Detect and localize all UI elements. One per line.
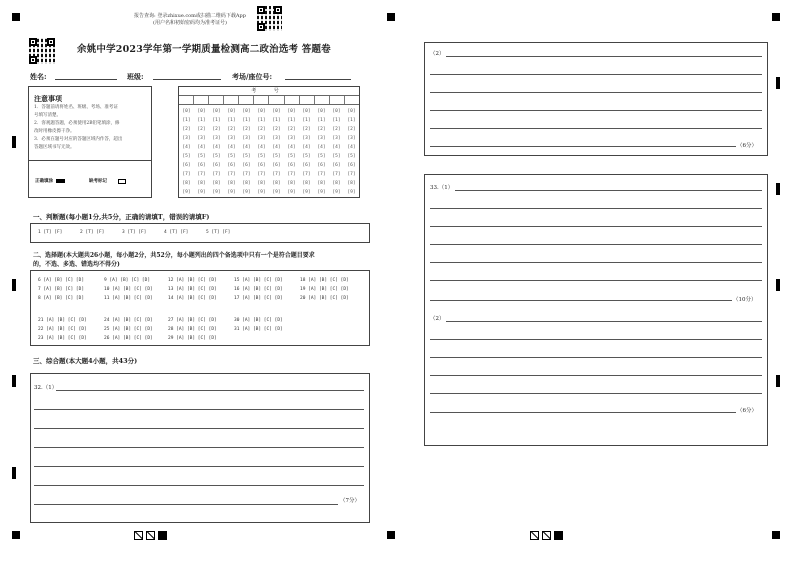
choice-item[interactable]: 23 [A] [B] [C] [D] <box>38 336 87 341</box>
choice-item[interactable]: 10 [A] [B] [C] [D] <box>104 287 153 292</box>
digit-bubble[interactable]: [8] <box>347 181 356 186</box>
choice-item[interactable]: 7 [A] [B] [C] [D] <box>38 287 85 292</box>
digit-bubble[interactable]: [7] <box>182 172 191 177</box>
name-field[interactable] <box>55 79 117 80</box>
digit-bubble[interactable]: [4] <box>257 145 266 150</box>
digit-bubble[interactable]: [2] <box>242 127 251 132</box>
notice-box <box>28 86 152 198</box>
digit-bubble[interactable]: [2] <box>227 127 236 132</box>
exam-number-column <box>314 107 329 197</box>
choice-item[interactable]: 9 [A] [B] [C] [D] <box>104 278 151 283</box>
exam-number-digit-box[interactable] <box>239 96 254 104</box>
digit-bubble[interactable]: [8] <box>317 181 326 186</box>
digit-bubble[interactable]: [7] <box>272 172 281 177</box>
digit-bubble[interactable]: [5] <box>317 154 326 159</box>
absent-mark-checkbox[interactable] <box>118 179 126 184</box>
answer-line[interactable] <box>34 447 364 448</box>
digit-bubble[interactable]: [0] <box>197 109 206 114</box>
digit-bubble[interactable]: [1] <box>332 118 341 123</box>
digit-bubble[interactable]: [7] <box>332 172 341 177</box>
digit-bubble[interactable]: [8] <box>302 181 311 186</box>
digit-bubble[interactable]: [1] <box>242 118 251 123</box>
digit-bubble[interactable]: [7] <box>227 172 236 177</box>
choice-item[interactable]: 25 [A] [B] [C] [D] <box>104 327 153 332</box>
digit-bubble[interactable]: [9] <box>227 190 236 195</box>
exam-number-digit-box[interactable] <box>194 96 209 104</box>
digit-bubble[interactable]: [4] <box>227 145 236 150</box>
choice-item[interactable]: 6 [A] [B] [C] [D] <box>38 278 85 283</box>
digit-bubble[interactable]: [7] <box>212 172 221 177</box>
digit-bubble[interactable]: [6] <box>347 163 356 168</box>
registration-mark-bottom-mid <box>387 531 395 539</box>
digit-bubble[interactable]: [9] <box>182 190 191 195</box>
digit-bubble[interactable]: [0] <box>287 109 296 114</box>
digit-bubble[interactable]: [5] <box>272 154 281 159</box>
choice-item[interactable]: 21 [A] [B] [C] [D] <box>38 318 87 323</box>
digit-bubble[interactable]: [8] <box>287 181 296 186</box>
q32-2-label: （2） <box>430 51 445 57</box>
digit-bubble[interactable]: [2] <box>287 127 296 132</box>
digit-bubble[interactable]: [9] <box>287 190 296 195</box>
filled-square-icon <box>554 531 563 540</box>
q32-answer-box <box>30 373 370 523</box>
digit-bubble[interactable]: [0] <box>212 109 221 114</box>
choice-item[interactable]: 13 [A] [B] [C] [D] <box>168 287 217 292</box>
exam-number-entry-row[interactable] <box>179 96 359 105</box>
answer-line[interactable] <box>430 92 762 93</box>
digit-bubble[interactable]: [3] <box>257 136 266 141</box>
digit-bubble[interactable]: [2] <box>347 127 356 132</box>
notice-line: 3．必须在题号对应的答题区域内作答，超出 <box>34 137 123 142</box>
digit-bubble[interactable]: [6] <box>212 163 221 168</box>
qr-code-icon <box>257 6 282 31</box>
digit-bubble[interactable]: [2] <box>317 127 326 132</box>
registration-mark-top-right <box>772 13 780 21</box>
slash-box-icon <box>146 531 155 540</box>
answer-line[interactable] <box>430 110 762 111</box>
timing-mark <box>12 467 16 479</box>
digit-bubble[interactable]: [0] <box>257 109 266 114</box>
exam-number-column <box>344 107 359 197</box>
answer-line[interactable] <box>430 226 762 227</box>
digit-bubble[interactable]: [8] <box>272 181 281 186</box>
exam-number-header: 考 号 <box>179 87 359 96</box>
answer-line[interactable] <box>34 504 338 505</box>
digit-bubble[interactable]: [7] <box>287 172 296 177</box>
judge-item-1[interactable]: 1 [T] [F] <box>38 230 63 235</box>
digit-bubble[interactable]: [0] <box>227 109 236 114</box>
digit-bubble[interactable]: [9] <box>257 190 266 195</box>
answer-line[interactable] <box>430 146 736 147</box>
digit-bubble[interactable]: [1] <box>227 118 236 123</box>
answer-line[interactable] <box>430 74 762 75</box>
digit-bubble[interactable]: [1] <box>287 118 296 123</box>
digit-bubble[interactable]: [4] <box>197 145 206 150</box>
digit-bubble[interactable]: [8] <box>197 181 206 186</box>
timing-mark <box>776 183 780 195</box>
timing-mark <box>12 279 16 291</box>
answer-line[interactable] <box>430 262 762 263</box>
exam-number-digit-box[interactable] <box>224 96 239 104</box>
exam-number-column <box>179 107 194 197</box>
q33-2-label: （2） <box>430 316 445 322</box>
class-field[interactable] <box>153 79 221 80</box>
q33-1-label: 33.（1） <box>430 185 454 191</box>
notice-title: 注意事项 <box>34 94 62 103</box>
digit-bubble[interactable]: [4] <box>332 145 341 150</box>
q32-2-answer-box <box>424 42 768 156</box>
notice-line: 答题区域书写无效。 <box>34 145 75 150</box>
answer-line[interactable] <box>430 128 762 129</box>
digit-bubble[interactable]: [4] <box>182 145 191 150</box>
digit-bubble[interactable]: [3] <box>302 136 311 141</box>
legend-absent-label: 缺考标记 <box>89 179 107 184</box>
digit-bubble[interactable]: [1] <box>302 118 311 123</box>
exam-number-grid <box>178 86 360 198</box>
choice-item[interactable]: 18 [A] [B] [C] [D] <box>300 278 349 283</box>
digit-bubble[interactable]: [4] <box>302 145 311 150</box>
digit-bubble[interactable]: [1] <box>182 118 191 123</box>
digit-bubble[interactable]: [3] <box>197 136 206 141</box>
exam-number-column <box>194 107 209 197</box>
exam-number-column <box>239 107 254 197</box>
answer-line[interactable] <box>430 393 762 394</box>
q33-answer-box <box>424 174 768 446</box>
section1-heading: 一、判断题(每小题1分,共5分，正确的请填T，错误的请填F) <box>33 213 210 221</box>
digit-bubble[interactable]: [9] <box>302 190 311 195</box>
answer-line[interactable] <box>430 280 762 281</box>
notice-line: 改时用橡皮擦干净。 <box>34 129 75 134</box>
digit-bubble[interactable]: [5] <box>287 154 296 159</box>
seat-label: 考场/座位号: <box>232 72 273 81</box>
answer-line[interactable] <box>56 390 364 391</box>
digit-bubble[interactable]: [9] <box>197 190 206 195</box>
class-label: 班级: <box>127 72 144 81</box>
choice-item[interactable]: 30 [A] [B] [C] [D] <box>234 318 283 323</box>
answer-line[interactable] <box>446 56 762 57</box>
digit-bubble[interactable]: [6] <box>257 163 266 168</box>
digit-bubble[interactable]: [0] <box>272 109 281 114</box>
digit-bubble[interactable]: [5] <box>347 154 356 159</box>
digit-bubble[interactable]: [8] <box>182 181 191 186</box>
exam-number-digit-box[interactable] <box>300 96 315 104</box>
timing-mark <box>12 136 16 148</box>
digit-bubble[interactable]: [6] <box>272 163 281 168</box>
timing-mark <box>776 77 780 89</box>
digit-bubble[interactable]: [8] <box>242 181 251 186</box>
digit-bubble[interactable]: [4] <box>272 145 281 150</box>
digit-bubble[interactable]: [0] <box>242 109 251 114</box>
digit-bubble[interactable]: [2] <box>302 127 311 132</box>
digit-bubble[interactable]: [3] <box>332 136 341 141</box>
choice-item[interactable]: 14 [A] [B] [C] [D] <box>168 296 217 301</box>
answer-line[interactable] <box>430 375 762 376</box>
exam-number-column <box>224 107 239 197</box>
digit-bubble[interactable]: [4] <box>242 145 251 150</box>
digit-bubble[interactable]: [8] <box>332 181 341 186</box>
digit-bubble[interactable]: [4] <box>347 145 356 150</box>
section2-heading-line2: 的，不选、多选、错选均不得分) <box>33 261 120 268</box>
answer-line[interactable] <box>34 428 364 429</box>
notice-line: 2．客观题答题，必须使用2B铅笔填涂，修 <box>34 121 120 126</box>
choice-item[interactable]: 27 [A] [B] [C] [D] <box>168 318 217 323</box>
q33-2-score: （6分） <box>737 408 757 414</box>
exam-number-column <box>269 107 284 197</box>
answer-line[interactable] <box>430 357 762 358</box>
slash-box-icon <box>134 531 143 540</box>
answer-line[interactable] <box>430 208 762 209</box>
answer-line[interactable] <box>34 485 364 486</box>
report-query-line1: 报告查询: 登录zhixue.com或扫描二维码下载App <box>134 13 246 19</box>
q33-1-score: （10分） <box>733 297 757 303</box>
exam-number-column <box>284 107 299 197</box>
page-marker-right <box>530 531 563 540</box>
seat-field[interactable] <box>285 79 351 80</box>
registration-mark-bottom-left <box>12 531 20 539</box>
notice-line: 号填写清楚。 <box>34 113 61 118</box>
digit-bubble[interactable]: [7] <box>302 172 311 177</box>
legend-filled <box>35 178 65 184</box>
digit-bubble[interactable]: [5] <box>257 154 266 159</box>
digit-bubble[interactable]: [1] <box>317 118 326 123</box>
digit-bubble[interactable]: [0] <box>317 109 326 114</box>
qr-code-icon <box>29 38 55 64</box>
digit-bubble[interactable]: [6] <box>242 163 251 168</box>
slash-box-icon <box>542 531 551 540</box>
slash-box-icon <box>530 531 539 540</box>
answer-line[interactable] <box>34 466 364 467</box>
digit-bubble[interactable]: [7] <box>317 172 326 177</box>
digit-bubble[interactable]: [1] <box>197 118 206 123</box>
digit-bubble[interactable]: [6] <box>287 163 296 168</box>
choice-item[interactable]: 24 [A] [B] [C] [D] <box>104 318 153 323</box>
q32-1-label: 32.（1） <box>34 385 58 391</box>
answer-line[interactable] <box>430 412 736 413</box>
answer-line[interactable] <box>430 300 732 301</box>
digit-bubble[interactable]: [9] <box>242 190 251 195</box>
digit-bubble[interactable]: [5] <box>227 154 236 159</box>
section3-heading: 三、综合题(本大题4小题，共43分) <box>33 357 138 365</box>
exam-number-digit-box[interactable] <box>254 96 269 104</box>
timing-mark <box>12 375 16 387</box>
digit-bubble[interactable]: [3] <box>317 136 326 141</box>
digit-bubble[interactable]: [3] <box>182 136 191 141</box>
digit-bubble[interactable]: [2] <box>212 127 221 132</box>
registration-mark-bottom-right <box>772 531 780 539</box>
digit-bubble[interactable]: [2] <box>257 127 266 132</box>
answer-line[interactable] <box>446 321 762 322</box>
judge-item-4[interactable]: 4 [T] [F] <box>164 230 189 235</box>
digit-bubble[interactable]: [4] <box>317 145 326 150</box>
legend-absent <box>89 178 126 184</box>
section2-heading-line1: 二、选择题(本大题共26小题，每小题2分，共52分，每小题列出的四个备选项中只有一个是符合题目要求 <box>33 252 315 259</box>
digit-bubble[interactable]: [9] <box>332 190 341 195</box>
digit-bubble[interactable]: [6] <box>227 163 236 168</box>
filled-square-icon <box>158 531 167 540</box>
digit-bubble[interactable]: [1] <box>257 118 266 123</box>
choice-item[interactable]: 22 [A] [B] [C] [D] <box>38 327 87 332</box>
digit-bubble[interactable]: [2] <box>332 127 341 132</box>
digit-bubble[interactable]: [7] <box>197 172 206 177</box>
timing-mark <box>776 375 780 387</box>
choice-item[interactable]: 17 [A] [B] [C] [D] <box>234 296 283 301</box>
choice-item[interactable]: 26 [A] [B] [C] [D] <box>104 336 153 341</box>
digit-bubble[interactable]: [9] <box>272 190 281 195</box>
digit-bubble[interactable]: [0] <box>302 109 311 114</box>
answer-line[interactable] <box>455 190 762 191</box>
digit-bubble[interactable]: [3] <box>287 136 296 141</box>
digit-bubble[interactable]: [8] <box>257 181 266 186</box>
choice-item[interactable]: 29 [A] [B] [C] [D] <box>168 336 217 341</box>
choice-item[interactable]: 12 [A] [B] [C] [D] <box>168 278 217 283</box>
digit-bubble[interactable]: [1] <box>347 118 356 123</box>
choice-item[interactable]: 28 [A] [B] [C] [D] <box>168 327 217 332</box>
exam-number-digit-box[interactable] <box>345 96 359 104</box>
report-query-line2: (用户名和初始密码均为准考证号) <box>153 20 227 26</box>
digit-bubble[interactable]: [7] <box>347 172 356 177</box>
digit-bubble[interactable]: [0] <box>332 109 341 114</box>
exam-number-bubbles <box>179 107 359 197</box>
q32-1-score: （7分） <box>340 498 360 504</box>
q32-2-score: （6分） <box>737 143 757 149</box>
judge-item-3[interactable]: 3 [T] [F] <box>122 230 147 235</box>
judge-item-2[interactable]: 2 [T] [F] <box>80 230 105 235</box>
digit-bubble[interactable]: [1] <box>212 118 221 123</box>
digit-bubble[interactable]: [0] <box>182 109 191 114</box>
digit-bubble[interactable]: [3] <box>347 136 356 141</box>
digit-bubble[interactable]: [9] <box>317 190 326 195</box>
notice-lines <box>34 104 148 152</box>
choice-item[interactable]: 31 [A] [B] [C] [D] <box>234 327 283 332</box>
digit-bubble[interactable]: [4] <box>287 145 296 150</box>
page-marker-left <box>134 531 167 540</box>
digit-bubble[interactable]: [9] <box>212 190 221 195</box>
digit-bubble[interactable]: [3] <box>242 136 251 141</box>
page-title: 余姚中学2023学年第一学期质量检测高二政治选考 答题卷 <box>77 44 331 55</box>
choice-item[interactable]: 15 [A] [B] [C] [D] <box>234 278 283 283</box>
digit-bubble[interactable]: [5] <box>302 154 311 159</box>
registration-mark-top-mid <box>387 13 395 21</box>
answer-line[interactable] <box>34 409 364 410</box>
digit-bubble[interactable]: [5] <box>182 154 191 159</box>
digit-bubble[interactable]: [7] <box>242 172 251 177</box>
name-label: 姓名: <box>30 72 47 81</box>
digit-bubble[interactable]: [2] <box>182 127 191 132</box>
exam-number-digit-box[interactable] <box>269 96 284 104</box>
digit-bubble[interactable]: [2] <box>272 127 281 132</box>
digit-bubble[interactable]: [4] <box>212 145 221 150</box>
legend-filled-label: 正确填涂 <box>35 179 53 184</box>
digit-bubble[interactable]: [6] <box>302 163 311 168</box>
digit-bubble[interactable]: [6] <box>197 163 206 168</box>
report-query-notice <box>120 13 260 27</box>
exam-number-column <box>254 107 269 197</box>
digit-bubble[interactable]: [3] <box>227 136 236 141</box>
exam-number-column <box>329 107 344 197</box>
digit-bubble[interactable]: [5] <box>332 154 341 159</box>
answer-line[interactable] <box>430 244 762 245</box>
exam-number-digit-box[interactable] <box>315 96 330 104</box>
digit-bubble[interactable]: [5] <box>197 154 206 159</box>
exam-number-column <box>299 107 314 197</box>
judge-item-5[interactable]: 5 [T] [F] <box>206 230 231 235</box>
exam-number-digit-box[interactable] <box>285 96 300 104</box>
exam-number-digit-box[interactable] <box>179 96 194 104</box>
choice-item[interactable]: 19 [A] [B] [C] [D] <box>300 287 349 292</box>
filled-mark-icon <box>56 179 65 183</box>
timing-mark <box>776 279 780 291</box>
digit-bubble[interactable]: [8] <box>227 181 236 186</box>
choice-item[interactable]: 20 [A] [B] [C] [D] <box>300 296 349 301</box>
digit-bubble[interactable]: [2] <box>197 127 206 132</box>
choice-item[interactable]: 11 [A] [B] [C] [D] <box>104 296 153 301</box>
digit-bubble[interactable]: [9] <box>347 190 356 195</box>
choice-item[interactable]: 16 [A] [B] [C] [D] <box>234 287 283 292</box>
exam-number-digit-box[interactable] <box>330 96 345 104</box>
digit-bubble[interactable]: [7] <box>257 172 266 177</box>
answer-line[interactable] <box>430 339 762 340</box>
registration-mark-top-left <box>12 13 20 21</box>
choice-item[interactable]: 8 [A] [B] [C] [D] <box>38 296 85 301</box>
digit-bubble[interactable]: [0] <box>347 109 356 114</box>
digit-bubble[interactable]: [6] <box>317 163 326 168</box>
notice-line: 1．答题前请将姓名、班级、考场、准考证 <box>34 105 118 110</box>
digit-bubble[interactable]: [6] <box>332 163 341 168</box>
exam-number-column <box>209 107 224 197</box>
divider <box>29 160 151 161</box>
digit-bubble[interactable]: [6] <box>182 163 191 168</box>
digit-bubble[interactable]: [3] <box>272 136 281 141</box>
digit-bubble[interactable]: [3] <box>212 136 221 141</box>
digit-bubble[interactable]: [5] <box>212 154 221 159</box>
exam-number-digit-box[interactable] <box>209 96 224 104</box>
digit-bubble[interactable]: [5] <box>242 154 251 159</box>
digit-bubble[interactable]: [1] <box>272 118 281 123</box>
digit-bubble[interactable]: [8] <box>212 181 221 186</box>
